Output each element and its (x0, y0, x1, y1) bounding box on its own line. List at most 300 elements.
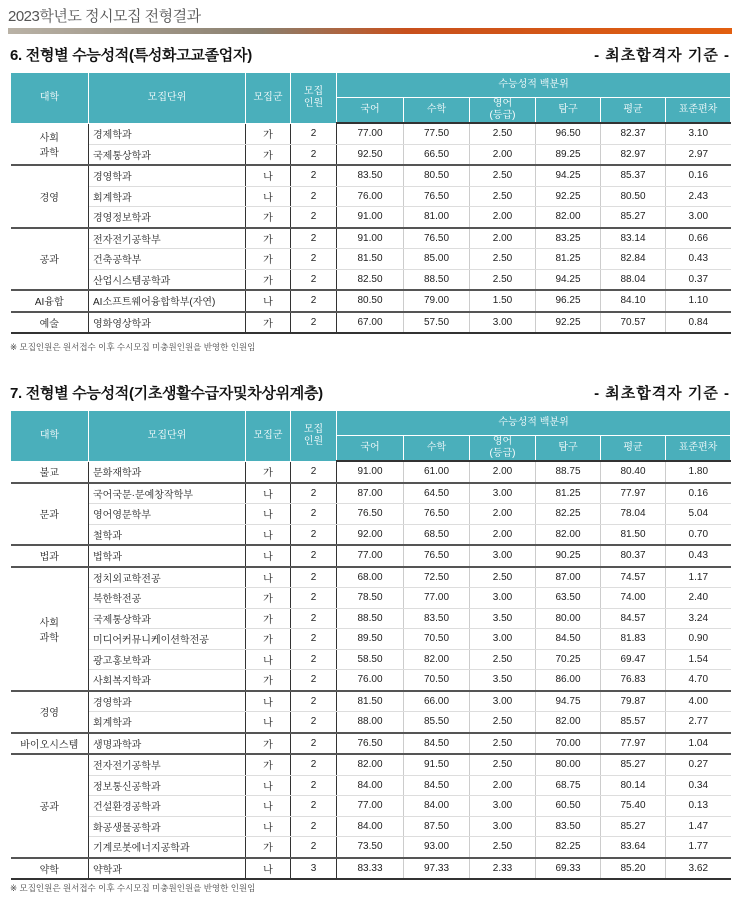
table-row (11, 567, 731, 588)
cell-group: 나 (246, 649, 291, 670)
cell-group: 나 (246, 796, 291, 817)
cell-group: 나 (246, 186, 291, 207)
cell-quota: 2 (291, 269, 337, 290)
section-6-table (10, 72, 731, 334)
cell-inquiry: 70.25 (536, 649, 601, 670)
cell-english: 2.50 (470, 649, 536, 670)
cell-korean: 58.50 (337, 649, 404, 670)
cell-group: 가 (246, 144, 291, 165)
table-row (11, 165, 731, 186)
cell-inquiry: 70.00 (536, 733, 601, 755)
cell-avg: 83.14 (601, 228, 666, 249)
cell-math: 84.50 (404, 775, 470, 796)
cell-stdev: 1.17 (666, 567, 731, 588)
cell-unit: 건설환경공학과 (89, 796, 246, 817)
cell-inquiry: 96.25 (536, 290, 601, 312)
cell-stdev: 1.04 (666, 733, 731, 755)
section-6-note: ※ 모집인원은 원서접수 이후 수시모집 미충원인원을 반영한 인원임 (10, 342, 256, 352)
cell-stdev: 0.90 (666, 629, 731, 650)
cell-unit: 전자전기공학부 (89, 228, 246, 249)
cell-unit: 문화재학과 (89, 461, 246, 483)
cell-korean: 92.00 (337, 524, 404, 545)
cell-quota: 2 (291, 608, 337, 629)
cell-inquiry: 83.25 (536, 228, 601, 249)
cell-english: 3.00 (470, 796, 536, 817)
table-row (11, 608, 731, 629)
cell-unit: 경제학과 (89, 123, 246, 144)
cell-english: 2.50 (470, 567, 536, 588)
section-6-basis: - 최초합격자 기준 - (594, 47, 730, 64)
cell-english: 2.00 (470, 144, 536, 165)
cell-korean: 73.50 (337, 837, 404, 858)
cell-korean: 88.00 (337, 712, 404, 733)
college-name: 사회 과학 (11, 567, 89, 691)
cell-korean: 87.00 (337, 483, 404, 504)
cell-math: 72.50 (404, 567, 470, 588)
cell-unit: 법학과 (89, 545, 246, 567)
cell-avg: 84.10 (601, 290, 666, 312)
cell-english: 2.50 (470, 754, 536, 775)
table-row (11, 629, 731, 650)
cell-unit: 미디어커뮤니케이션학전공 (89, 629, 246, 650)
cell-unit: 기계로봇에너지공학과 (89, 837, 246, 858)
cell-english: 2.50 (470, 186, 536, 207)
cell-unit: 정치외교학전공 (89, 567, 246, 588)
cell-quota: 2 (291, 207, 337, 228)
cell-group: 가 (246, 249, 291, 270)
cell-group: 나 (246, 504, 291, 525)
header-korean: 국어 (337, 98, 404, 124)
cell-group: 가 (246, 123, 291, 144)
header-english: 영어 (등급) (470, 98, 536, 124)
cell-stdev: 0.70 (666, 524, 731, 545)
cell-inquiry: 82.25 (536, 837, 601, 858)
cell-unit: 사회복지학과 (89, 670, 246, 691)
cell-math: 83.50 (404, 608, 470, 629)
cell-group: 나 (246, 290, 291, 312)
cell-avg: 77.97 (601, 733, 666, 755)
cell-avg: 79.87 (601, 691, 666, 712)
college-name: 불교 (11, 461, 89, 483)
cell-unit: 화공생물공학과 (89, 816, 246, 837)
cell-inquiry: 92.25 (536, 312, 601, 334)
cell-stdev: 3.24 (666, 608, 731, 629)
cell-english: 3.50 (470, 608, 536, 629)
cell-avg: 78.04 (601, 504, 666, 525)
table-row (11, 290, 731, 312)
cell-avg: 76.83 (601, 670, 666, 691)
cell-inquiry: 68.75 (536, 775, 601, 796)
cell-stdev: 2.97 (666, 144, 731, 165)
cell-inquiry: 80.00 (536, 608, 601, 629)
cell-quota: 2 (291, 712, 337, 733)
cell-korean: 91.00 (337, 228, 404, 249)
cell-inquiry: 83.50 (536, 816, 601, 837)
table-row (11, 712, 731, 733)
cell-english: 3.00 (470, 816, 536, 837)
cell-stdev: 0.27 (666, 754, 731, 775)
cell-quota: 2 (291, 629, 337, 650)
cell-math: 66.00 (404, 691, 470, 712)
header-score-group: 수능성적 백분위 (337, 73, 731, 98)
cell-english: 2.50 (470, 165, 536, 186)
table-row (11, 816, 731, 837)
cell-quota: 2 (291, 228, 337, 249)
cell-korean: 80.50 (337, 290, 404, 312)
header-korean: 국어 (337, 436, 404, 462)
table-row (11, 796, 731, 817)
cell-quota: 2 (291, 754, 337, 775)
cell-unit: 정보통신공학과 (89, 775, 246, 796)
cell-avg: 80.40 (601, 461, 666, 483)
header-stdev: 표준편차 (666, 436, 731, 462)
cell-english: 2.50 (470, 123, 536, 144)
cell-quota: 2 (291, 186, 337, 207)
table-row (11, 649, 731, 670)
cell-korean: 76.00 (337, 670, 404, 691)
table-row (11, 858, 731, 880)
cell-math: 85.00 (404, 249, 470, 270)
cell-english: 2.33 (470, 858, 536, 880)
table-row (11, 588, 731, 609)
cell-quota: 2 (291, 733, 337, 755)
cell-unit: 경영정보학과 (89, 207, 246, 228)
cell-math: 70.50 (404, 629, 470, 650)
college-name: 예술 (11, 312, 89, 334)
cell-avg: 80.14 (601, 775, 666, 796)
cell-quota: 2 (291, 796, 337, 817)
cell-avg: 82.84 (601, 249, 666, 270)
table-row (11, 483, 731, 504)
cell-inquiry: 82.25 (536, 504, 601, 525)
cell-stdev: 0.84 (666, 312, 731, 334)
cell-group: 가 (246, 228, 291, 249)
cell-quota: 2 (291, 483, 337, 504)
cell-quota: 2 (291, 524, 337, 545)
cell-korean: 77.00 (337, 123, 404, 144)
cell-english: 3.00 (470, 312, 536, 334)
college-name: 경영 (11, 165, 89, 228)
cell-group: 가 (246, 754, 291, 775)
college-name: 약학 (11, 858, 89, 880)
cell-quota: 2 (291, 144, 337, 165)
cell-korean: 82.00 (337, 754, 404, 775)
cell-math: 76.50 (404, 186, 470, 207)
cell-unit: 북한학전공 (89, 588, 246, 609)
cell-english: 3.00 (470, 691, 536, 712)
section-7-title: 7. 전형별 수능성적(기초생활수급자및차상위계층) (10, 385, 323, 402)
cell-avg: 69.47 (601, 649, 666, 670)
cell-stdev: 1.47 (666, 816, 731, 837)
cell-avg: 74.57 (601, 567, 666, 588)
cell-group: 나 (246, 775, 291, 796)
cell-unit: 국어국문·문예창작학부 (89, 483, 246, 504)
table-row (11, 461, 731, 483)
cell-group: 가 (246, 588, 291, 609)
college-name: 경영 (11, 691, 89, 733)
cell-korean: 91.00 (337, 461, 404, 483)
cell-korean: 88.50 (337, 608, 404, 629)
cell-group: 가 (246, 670, 291, 691)
cell-math: 87.50 (404, 816, 470, 837)
cell-avg: 85.20 (601, 858, 666, 880)
cell-stdev: 2.40 (666, 588, 731, 609)
header-avg: 평균 (601, 436, 666, 462)
header-math: 수학 (404, 436, 470, 462)
cell-inquiry: 81.25 (536, 483, 601, 504)
cell-quota: 2 (291, 165, 337, 186)
cell-korean: 76.50 (337, 733, 404, 755)
cell-group: 나 (246, 816, 291, 837)
cell-group: 가 (246, 461, 291, 483)
cell-korean: 84.00 (337, 775, 404, 796)
cell-english: 3.00 (470, 545, 536, 567)
cell-quota: 3 (291, 858, 337, 880)
cell-inquiry: 87.00 (536, 567, 601, 588)
cell-group: 나 (246, 545, 291, 567)
table-row (11, 545, 731, 567)
college-name: 법과 (11, 545, 89, 567)
cell-inquiry: 94.25 (536, 269, 601, 290)
cell-math: 61.00 (404, 461, 470, 483)
cell-unit: 철학과 (89, 524, 246, 545)
cell-unit: 국제통상학과 (89, 144, 246, 165)
college-name: 공과 (11, 228, 89, 291)
cell-english: 2.00 (470, 207, 536, 228)
table-row (11, 504, 731, 525)
header-score-group: 수능성적 백분위 (337, 411, 731, 436)
cell-avg: 83.64 (601, 837, 666, 858)
cell-quota: 2 (291, 649, 337, 670)
cell-stdev: 0.16 (666, 483, 731, 504)
cell-inquiry: 89.25 (536, 144, 601, 165)
cell-korean: 81.50 (337, 691, 404, 712)
section-7-table (10, 410, 731, 880)
cell-stdev: 4.00 (666, 691, 731, 712)
table-row (11, 754, 731, 775)
cell-unit: 건축공학부 (89, 249, 246, 270)
cell-quota: 2 (291, 312, 337, 334)
cell-avg: 85.37 (601, 165, 666, 186)
cell-math: 85.50 (404, 712, 470, 733)
header-college: 대학 (11, 411, 89, 462)
cell-group: 나 (246, 567, 291, 588)
cell-quota: 2 (291, 290, 337, 312)
cell-group: 가 (246, 312, 291, 334)
cell-stdev: 0.13 (666, 796, 731, 817)
cell-avg: 84.57 (601, 608, 666, 629)
table-row (11, 691, 731, 712)
cell-group: 나 (246, 858, 291, 880)
cell-inquiry: 82.00 (536, 524, 601, 545)
cell-math: 68.50 (404, 524, 470, 545)
cell-math: 91.50 (404, 754, 470, 775)
cell-quota: 2 (291, 545, 337, 567)
cell-avg: 80.37 (601, 545, 666, 567)
cell-stdev: 3.10 (666, 123, 731, 144)
cell-avg: 77.97 (601, 483, 666, 504)
cell-avg: 81.50 (601, 524, 666, 545)
cell-english: 1.50 (470, 290, 536, 312)
cell-math: 80.50 (404, 165, 470, 186)
cell-stdev: 1.77 (666, 837, 731, 858)
cell-math: 79.00 (404, 290, 470, 312)
cell-math: 66.50 (404, 144, 470, 165)
cell-unit: 회계학과 (89, 712, 246, 733)
cell-math: 76.50 (404, 504, 470, 525)
cell-inquiry: 86.00 (536, 670, 601, 691)
cell-math: 77.00 (404, 588, 470, 609)
table-row (11, 123, 731, 144)
cell-group: 나 (246, 712, 291, 733)
cell-group: 나 (246, 524, 291, 545)
cell-inquiry: 82.00 (536, 207, 601, 228)
header-group: 모집군 (246, 411, 291, 462)
cell-english: 2.50 (470, 249, 536, 270)
cell-group: 가 (246, 629, 291, 650)
cell-korean: 91.00 (337, 207, 404, 228)
cell-unit: 국제통상학과 (89, 608, 246, 629)
cell-stdev: 2.77 (666, 712, 731, 733)
cell-avg: 82.37 (601, 123, 666, 144)
cell-quota: 2 (291, 691, 337, 712)
cell-unit: 회계학과 (89, 186, 246, 207)
cell-inquiry: 96.50 (536, 123, 601, 144)
table-row (11, 312, 731, 334)
cell-quota: 2 (291, 588, 337, 609)
header-divider-bar (8, 28, 732, 34)
cell-quota: 2 (291, 816, 337, 837)
cell-inquiry: 82.00 (536, 712, 601, 733)
cell-quota: 2 (291, 461, 337, 483)
cell-english: 2.00 (470, 524, 536, 545)
cell-english: 3.50 (470, 670, 536, 691)
header-inquiry: 탐구 (536, 436, 601, 462)
cell-stdev: 4.70 (666, 670, 731, 691)
cell-math: 76.50 (404, 545, 470, 567)
cell-quota: 2 (291, 775, 337, 796)
table-row (11, 733, 731, 755)
cell-quota: 2 (291, 837, 337, 858)
cell-group: 가 (246, 207, 291, 228)
cell-inquiry: 88.75 (536, 461, 601, 483)
table-row (11, 670, 731, 691)
section-6-title: 6. 전형별 수능성적(특성화고교졸업자) (10, 47, 252, 64)
header-unit: 모집단위 (89, 411, 246, 462)
document-title: 2023학년도 정시모집 전형결과 (8, 8, 201, 25)
cell-group: 가 (246, 733, 291, 755)
cell-korean: 67.00 (337, 312, 404, 334)
cell-group: 가 (246, 608, 291, 629)
cell-quota: 2 (291, 123, 337, 144)
cell-stdev: 0.34 (666, 775, 731, 796)
cell-math: 84.50 (404, 733, 470, 755)
cell-group: 가 (246, 269, 291, 290)
cell-unit: 영어영문학부 (89, 504, 246, 525)
cell-stdev: 3.00 (666, 207, 731, 228)
cell-english: 3.00 (470, 483, 536, 504)
cell-stdev: 0.43 (666, 545, 731, 567)
cell-english: 2.50 (470, 837, 536, 858)
table-row (11, 837, 731, 858)
cell-math: 64.50 (404, 483, 470, 504)
table-row (11, 269, 731, 290)
cell-avg: 85.27 (601, 754, 666, 775)
cell-inquiry: 80.00 (536, 754, 601, 775)
cell-inquiry: 92.25 (536, 186, 601, 207)
cell-inquiry: 69.33 (536, 858, 601, 880)
cell-stdev: 0.66 (666, 228, 731, 249)
cell-english: 2.00 (470, 461, 536, 483)
table-row (11, 524, 731, 545)
college-name: 공과 (11, 754, 89, 858)
cell-math: 88.50 (404, 269, 470, 290)
cell-inquiry: 94.25 (536, 165, 601, 186)
cell-avg: 80.50 (601, 186, 666, 207)
cell-english: 2.50 (470, 733, 536, 755)
cell-group: 나 (246, 691, 291, 712)
header-english: 영어 (등급) (470, 436, 536, 462)
header-college: 대학 (11, 73, 89, 124)
cell-stdev: 5.04 (666, 504, 731, 525)
college-name: 바이오시스템 (11, 733, 89, 755)
cell-avg: 70.57 (601, 312, 666, 334)
cell-avg: 88.04 (601, 269, 666, 290)
table-row (11, 144, 731, 165)
table-row (11, 249, 731, 270)
cell-korean: 76.00 (337, 186, 404, 207)
cell-math: 57.50 (404, 312, 470, 334)
cell-inquiry: 81.25 (536, 249, 601, 270)
cell-korean: 68.00 (337, 567, 404, 588)
cell-unit: 경영학과 (89, 165, 246, 186)
header-unit: 모집단위 (89, 73, 246, 124)
cell-inquiry: 94.75 (536, 691, 601, 712)
table-row (11, 186, 731, 207)
header-quota: 모집 인원 (291, 73, 337, 124)
cell-stdev: 3.62 (666, 858, 731, 880)
section-7-note: ※ 모집인원은 원서접수 이후 수시모집 미충원인원을 반영한 인원임 (10, 883, 256, 893)
cell-avg: 75.40 (601, 796, 666, 817)
cell-stdev: 0.37 (666, 269, 731, 290)
cell-english: 2.50 (470, 712, 536, 733)
header-quota: 모집 인원 (291, 411, 337, 462)
cell-unit: 약학과 (89, 858, 246, 880)
cell-english: 2.00 (470, 228, 536, 249)
cell-math: 70.50 (404, 670, 470, 691)
cell-korean: 77.00 (337, 545, 404, 567)
cell-group: 나 (246, 165, 291, 186)
header-math: 수학 (404, 98, 470, 124)
cell-korean: 82.50 (337, 269, 404, 290)
cell-unit: 전자전기공학부 (89, 754, 246, 775)
cell-math: 97.33 (404, 858, 470, 880)
cell-stdev: 1.54 (666, 649, 731, 670)
cell-avg: 85.27 (601, 207, 666, 228)
cell-unit: 산업시스템공학과 (89, 269, 246, 290)
cell-korean: 83.33 (337, 858, 404, 880)
cell-inquiry: 90.25 (536, 545, 601, 567)
cell-english: 2.00 (470, 504, 536, 525)
cell-stdev: 1.80 (666, 461, 731, 483)
cell-math: 76.50 (404, 228, 470, 249)
cell-korean: 78.50 (337, 588, 404, 609)
cell-english: 2.00 (470, 775, 536, 796)
cell-inquiry: 60.50 (536, 796, 601, 817)
cell-inquiry: 84.50 (536, 629, 601, 650)
cell-english: 3.00 (470, 588, 536, 609)
cell-korean: 81.50 (337, 249, 404, 270)
